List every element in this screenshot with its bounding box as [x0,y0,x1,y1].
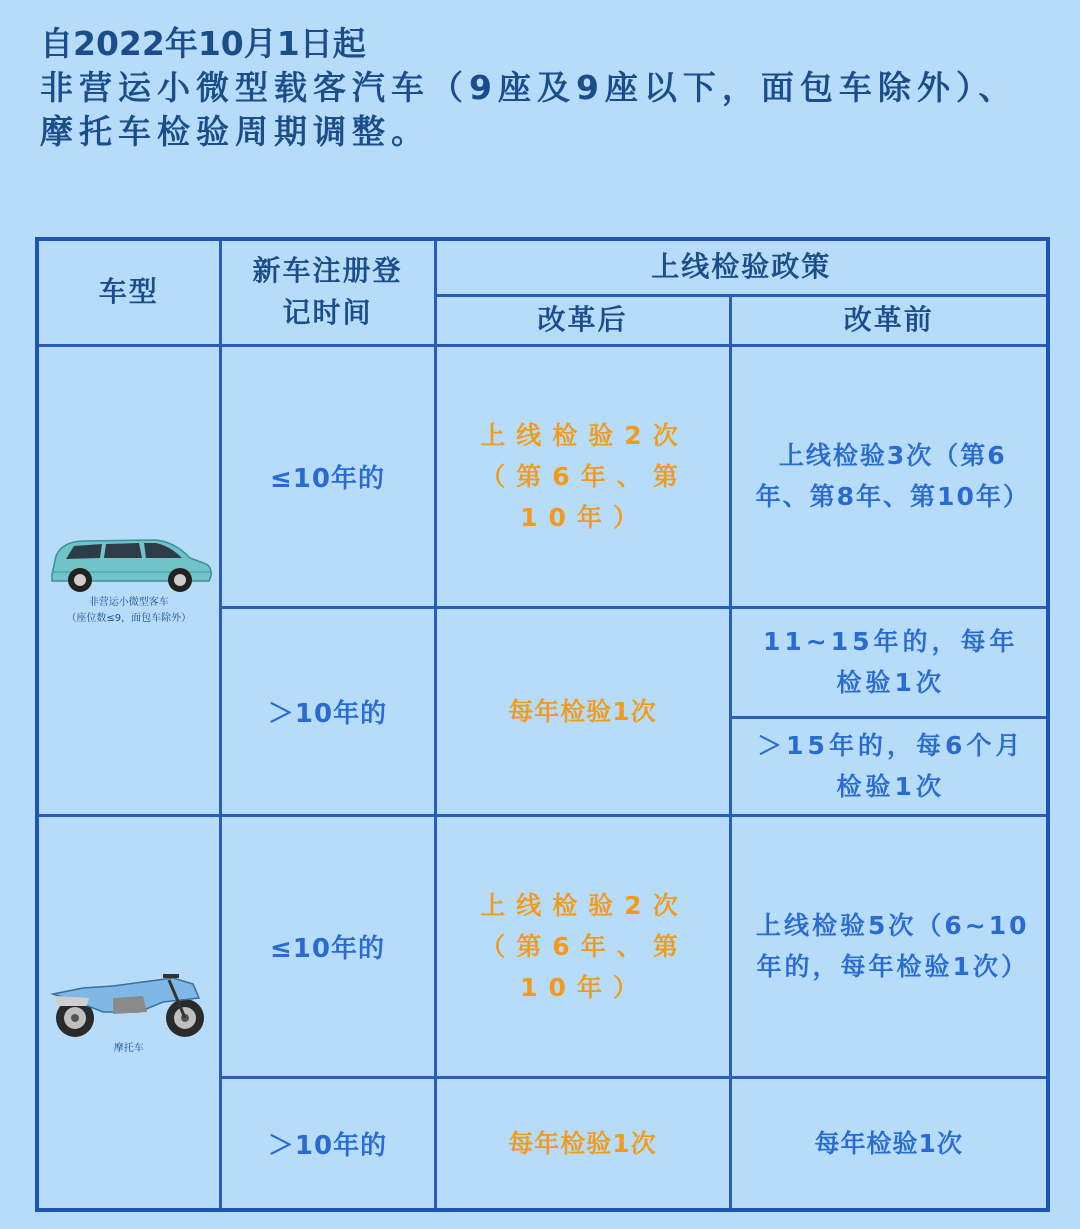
header-inspection-policy: 上线检验政策 [435,239,1048,295]
page-heading [40,22,1050,154]
car-label-line2: （座位数≤9，面包车除外） [66,613,192,624]
motorcycle-label: 摩托车 [113,1043,144,1055]
inspection-policy-table [35,237,1050,1212]
vehicle-motorcycle-cell [37,815,220,1210]
car-after-over-10: 每年检验1次 [435,607,730,815]
header-vehicle-type: 车型 [37,239,220,345]
car-after-under-10: 上线检验2次（第6年、第10年） [435,345,730,607]
car-before-under-10: 上线检验3次（第6年、第8年、第10年） [730,345,1048,607]
car-time-over-10: ＞10年的 [220,607,435,815]
moto-before-under-10: 上线检验5次（6~10年的，每年检验1次） [730,815,1048,1077]
car-time-under-10: ≤10年的 [220,345,435,607]
motorcycle-icon [43,968,215,1040]
moto-after-over-10: 每年检验1次 [435,1077,730,1210]
car-label-line1: 非营运小微型客车 [88,597,169,608]
moto-before-over-10: 每年检验1次 [730,1077,1048,1210]
header-before-reform: 改革前 [730,295,1048,345]
moto-time-under-10: ≤10年的 [220,815,435,1077]
car-icon [44,534,214,594]
header-registration-time: 新车注册登记时间 [220,239,435,345]
car-before-over-15: ＞15年的，每6个月检验1次 [730,717,1048,815]
moto-time-over-10: ＞10年的 [220,1077,435,1210]
heading-description: 非营运小微型载客汽车（9座及9座以下，面包车除外）、摩托车检验周期调整。 [40,68,1018,151]
heading-date: 自2022年10月1日起 [40,24,366,63]
vehicle-car-cell [37,345,220,815]
moto-after-under-10: 上线检验2次（第6年、第10年） [435,815,730,1077]
car-before-11-15: 11~15年的，每年检验1次 [730,607,1048,717]
header-after-reform: 改革后 [435,295,730,345]
